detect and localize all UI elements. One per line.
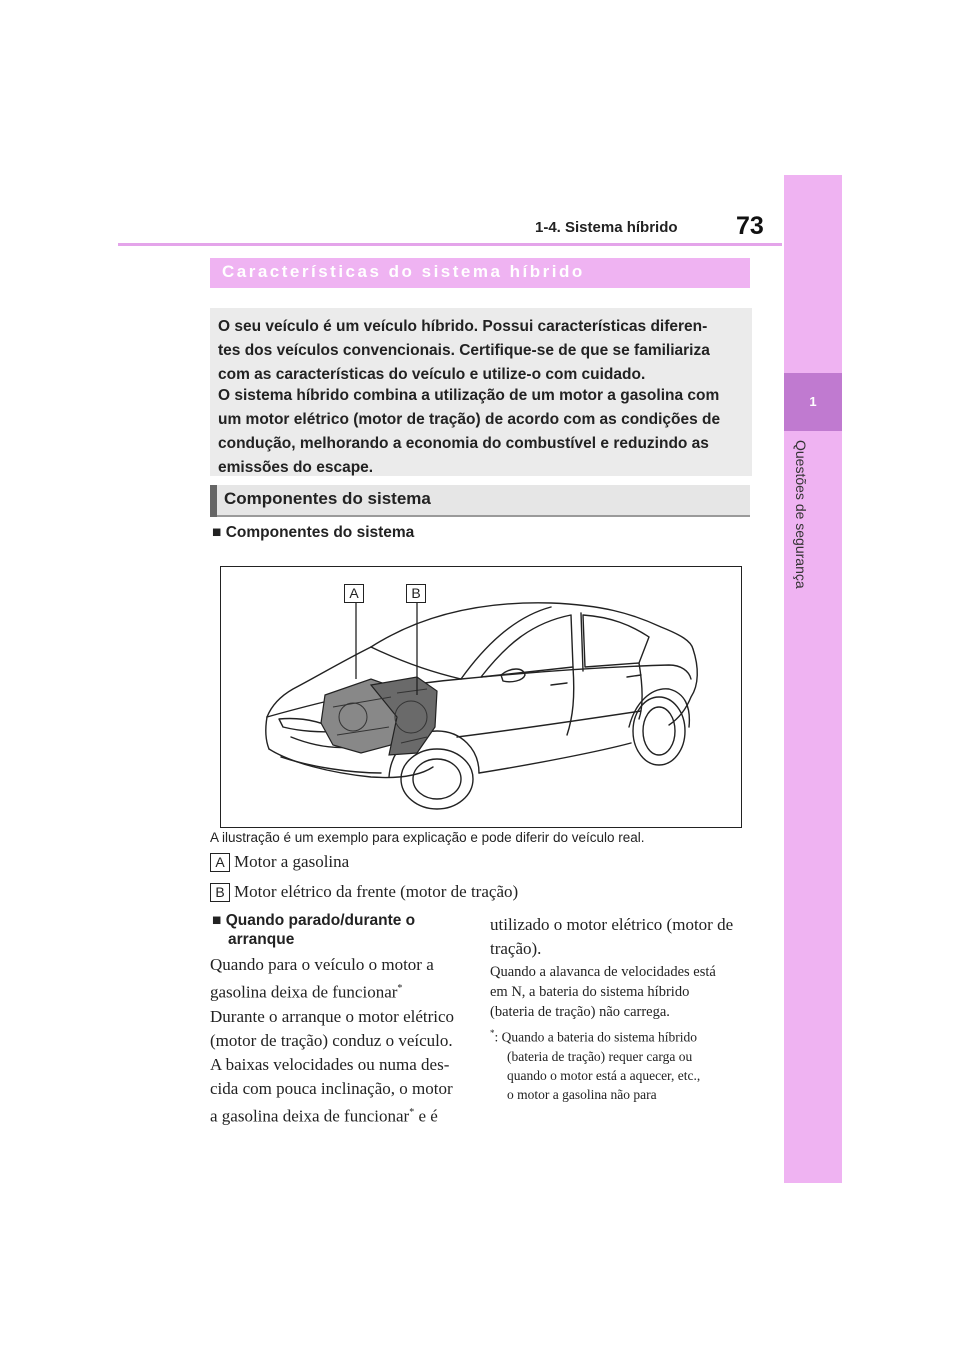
- components-heading-accent: [210, 485, 217, 517]
- stopped-heading-line: Quando parado/durante o: [225, 912, 416, 929]
- intro-paragraph-1: [218, 315, 746, 387]
- body-line: (motor de tração) conduz o veículo.: [210, 1030, 453, 1050]
- footnote-ref: *: [409, 1106, 415, 1118]
- footnote-line: (bateria de tração) requer carga ou: [507, 1048, 693, 1064]
- components-subheading-label: Componentes do sistema: [225, 524, 415, 541]
- body-line: a gasolina deixa de funcionar: [210, 1106, 410, 1126]
- footnote-line: quando o motor está a aquecer, etc.,: [507, 1067, 701, 1083]
- intro-line: emissões do escape.: [218, 459, 374, 476]
- intro-paragraph-2: [218, 384, 746, 480]
- chapter-sidebar: [784, 175, 842, 1183]
- stopped-heading-line: arranque: [228, 931, 295, 948]
- components-heading: Componentes do sistema: [224, 489, 431, 508]
- stopped-body-left: [210, 953, 470, 1128]
- chapter-number: 1: [784, 373, 842, 431]
- page-number: 73: [736, 212, 764, 240]
- intro-line: O seu veículo é um veículo híbrido. Possui características diferen-: [218, 318, 708, 335]
- chapter-title: Questões de segurança: [793, 440, 809, 589]
- note-line: (bateria de tração) não carrega.: [490, 1004, 670, 1020]
- intro-line: um motor elétrico (motor de tração) de acordo com as condições de: [218, 411, 721, 428]
- square-bullet-icon: ■: [212, 912, 222, 929]
- page-title: Características do sistema híbrido: [222, 262, 585, 281]
- square-bullet-icon: ■: [212, 524, 222, 541]
- legend-key-b: B: [210, 883, 230, 902]
- note-line: Quando a alavanca de velocidades está: [490, 964, 716, 980]
- body-line: Quando para o veículo o motor a: [210, 955, 434, 974]
- footnote-marker: *: [490, 1028, 495, 1038]
- components-subheading: [212, 524, 414, 542]
- intro-line: tes dos veículos convencionais. Certifique-se de que se familiariza: [218, 342, 710, 359]
- body-line: cida com pouca inclinação, o motor: [210, 1078, 453, 1098]
- legend-text-b: Motor elétrico da frente (motor de tração): [234, 882, 519, 901]
- stopped-heading: [212, 911, 415, 949]
- body-line: gasolina deixa de funcionar: [210, 982, 398, 1002]
- body-line: tração).: [490, 939, 542, 958]
- legend-key-a: A: [210, 853, 230, 872]
- body-line: Durante o arranque o motor elétrico: [210, 1006, 455, 1026]
- note-paragraph: [490, 962, 760, 1022]
- body-line: utilizado o motor elétrico (motor de: [490, 915, 734, 934]
- stopped-body-right: [490, 913, 760, 961]
- car-illustration: [220, 566, 742, 828]
- car-drawing: [221, 567, 741, 827]
- header-rule: [118, 243, 782, 246]
- footnote-line: o motor a gasolina não para: [507, 1086, 657, 1102]
- footnote-line: : Quando a bateria do sistema híbrido: [494, 1029, 697, 1045]
- intro-line: O sistema híbrido combina a utilização de um motor a gasolina com: [218, 387, 720, 404]
- section-label: 1-4. Sistema híbrido: [535, 219, 678, 236]
- intro-line: com as características do veículo e utilize-o com cuidado.: [218, 366, 646, 383]
- footnote: [490, 1024, 760, 1104]
- illustration-caption: A ilustração é um exemplo para explicação e pode diferir do veículo real.: [210, 830, 645, 845]
- callout-label-b: B: [406, 584, 426, 603]
- footnote-ref: *: [397, 983, 403, 994]
- note-line: em N, a bateria do sistema híbrido: [490, 984, 690, 1000]
- callout-label-a: A: [344, 584, 364, 603]
- intro-line: condução, melhorando a economia do combustível e reduzindo as: [218, 435, 709, 452]
- legend-text-a: Motor a gasolina: [234, 852, 350, 871]
- body-line: e é: [414, 1106, 438, 1126]
- body-line: A baixas velocidades ou numa des-: [210, 1054, 450, 1074]
